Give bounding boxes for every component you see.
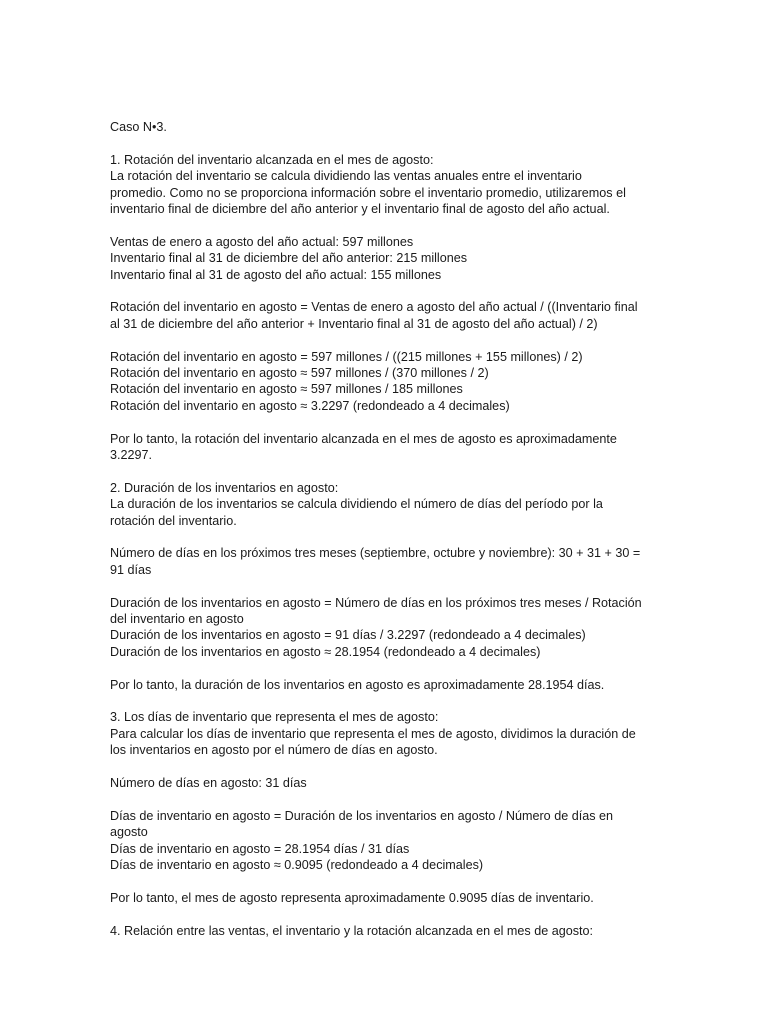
text-line: Rotación del inventario en agosto = 597 millones / ((215 millones + 155 millones) / 2): [110, 349, 583, 364]
text-line: rotación del inventario.: [110, 513, 237, 528]
text-line: 91 días: [110, 562, 152, 577]
inventory-days-calculation: [110, 808, 660, 874]
text-line: Días de inventario en agosto ≈ 0.9095 (redondeado a 4 decimales): [110, 858, 484, 873]
text-line: Por lo tanto, la rotación del inventario alcanzada en el mes de agosto es aproximadamente: [110, 431, 617, 446]
august-days: [110, 775, 660, 791]
text-line: los inventarios en agosto por el número de días en agosto.: [110, 743, 438, 758]
text-line: Para calcular los días de inventario que representa el mes de agosto, dividimos la duración de: [110, 726, 636, 741]
section-heading: 4. Relación entre las ventas, el inventario y la rotación alcanzada en el mes de agosto:: [110, 923, 594, 938]
rotation-calculation: [110, 349, 660, 415]
text-line: Por lo tanto, la duración de los inventarios en agosto es aproximadamente 28.1954 días.: [110, 677, 605, 692]
text-line: del inventario en agosto: [110, 612, 244, 627]
rotation-formula: [110, 299, 660, 332]
text-line: Inventario final al 31 de diciembre del año anterior: 215 millones: [110, 251, 468, 266]
section-2-intro: [110, 480, 660, 529]
section-heading: 1. Rotación del inventario alcanzada en el mes de agosto:: [110, 152, 434, 167]
inventory-days-conclusion: [110, 890, 660, 906]
text-line: Número de días en agosto: 31 días: [110, 776, 307, 791]
document-body: [110, 119, 660, 955]
duration-calculation: [110, 595, 660, 661]
text-line: inventario final de diciembre del año anterior y el inventario final de agosto del año actual.: [110, 202, 610, 217]
text-line: Duración de los inventarios en agosto = Número de días en los próximos tres meses / Rotación: [110, 595, 642, 610]
text-line: al 31 de diciembre del año anterior + Inventario final al 31 de agosto del año actual) / 2): [110, 316, 598, 331]
text-line: Rotación del inventario en agosto ≈ 3.2297 (redondeado a 4 decimales): [110, 398, 510, 413]
days-count: [110, 545, 660, 578]
text-line: Por lo tanto, el mes de agosto representa aproximadamente 0.9095 días de inventario.: [110, 890, 594, 905]
text-line: promedio. Como no se proporciona información sobre el inventario promedio, utilizaremos el: [110, 185, 626, 200]
section-3-intro: [110, 709, 660, 758]
text-line: Rotación del inventario en agosto ≈ 597 millones / 185 millones: [110, 382, 463, 397]
text-line: La duración de los inventarios se calcula dividiendo el número de días del período por la: [110, 497, 603, 512]
duration-conclusion: [110, 677, 660, 693]
text-line: Rotación del inventario en agosto = Ventas de enero a agosto del año actual / ((Inventario final: [110, 300, 638, 315]
text-line: Días de inventario en agosto = 28.1954 días / 31 días: [110, 841, 410, 856]
text-line: Duración de los inventarios en agosto = 91 días / 3.2297 (redondeado a 4 decimales): [110, 628, 586, 643]
text-line: Número de días en los próximos tres meses (septiembre, octubre y noviembre): 30 + 31 + 30 =: [110, 546, 641, 561]
case-title: [110, 119, 660, 135]
text-line: Días de inventario en agosto = Duración de los inventarios en agosto / Número de días en: [110, 808, 614, 823]
text-line: agosto: [110, 825, 148, 840]
given-data: [110, 234, 660, 283]
text-line: La rotación del inventario se calcula dividiendo las ventas anuales entre el inventario: [110, 169, 582, 184]
text-line: Inventario final al 31 de agosto del año actual: 155 millones: [110, 267, 442, 282]
section-4-heading: [110, 923, 660, 939]
text-line: Duración de los inventarios en agosto ≈ 28.1954 (redondeado a 4 decimales): [110, 644, 541, 659]
rotation-conclusion: [110, 431, 660, 464]
text-line: 3.2297.: [110, 448, 153, 463]
section-heading: 3. Los días de inventario que representa el mes de agosto:: [110, 710, 439, 725]
section-1-intro: [110, 152, 660, 218]
text-line: Caso N•3.: [110, 120, 167, 134]
text-line: Ventas de enero a agosto del año actual: 597 millones: [110, 234, 414, 249]
text-line: Rotación del inventario en agosto ≈ 597 millones / (370 millones / 2): [110, 366, 489, 381]
section-heading: 2. Duración de los inventarios en agosto:: [110, 480, 339, 495]
